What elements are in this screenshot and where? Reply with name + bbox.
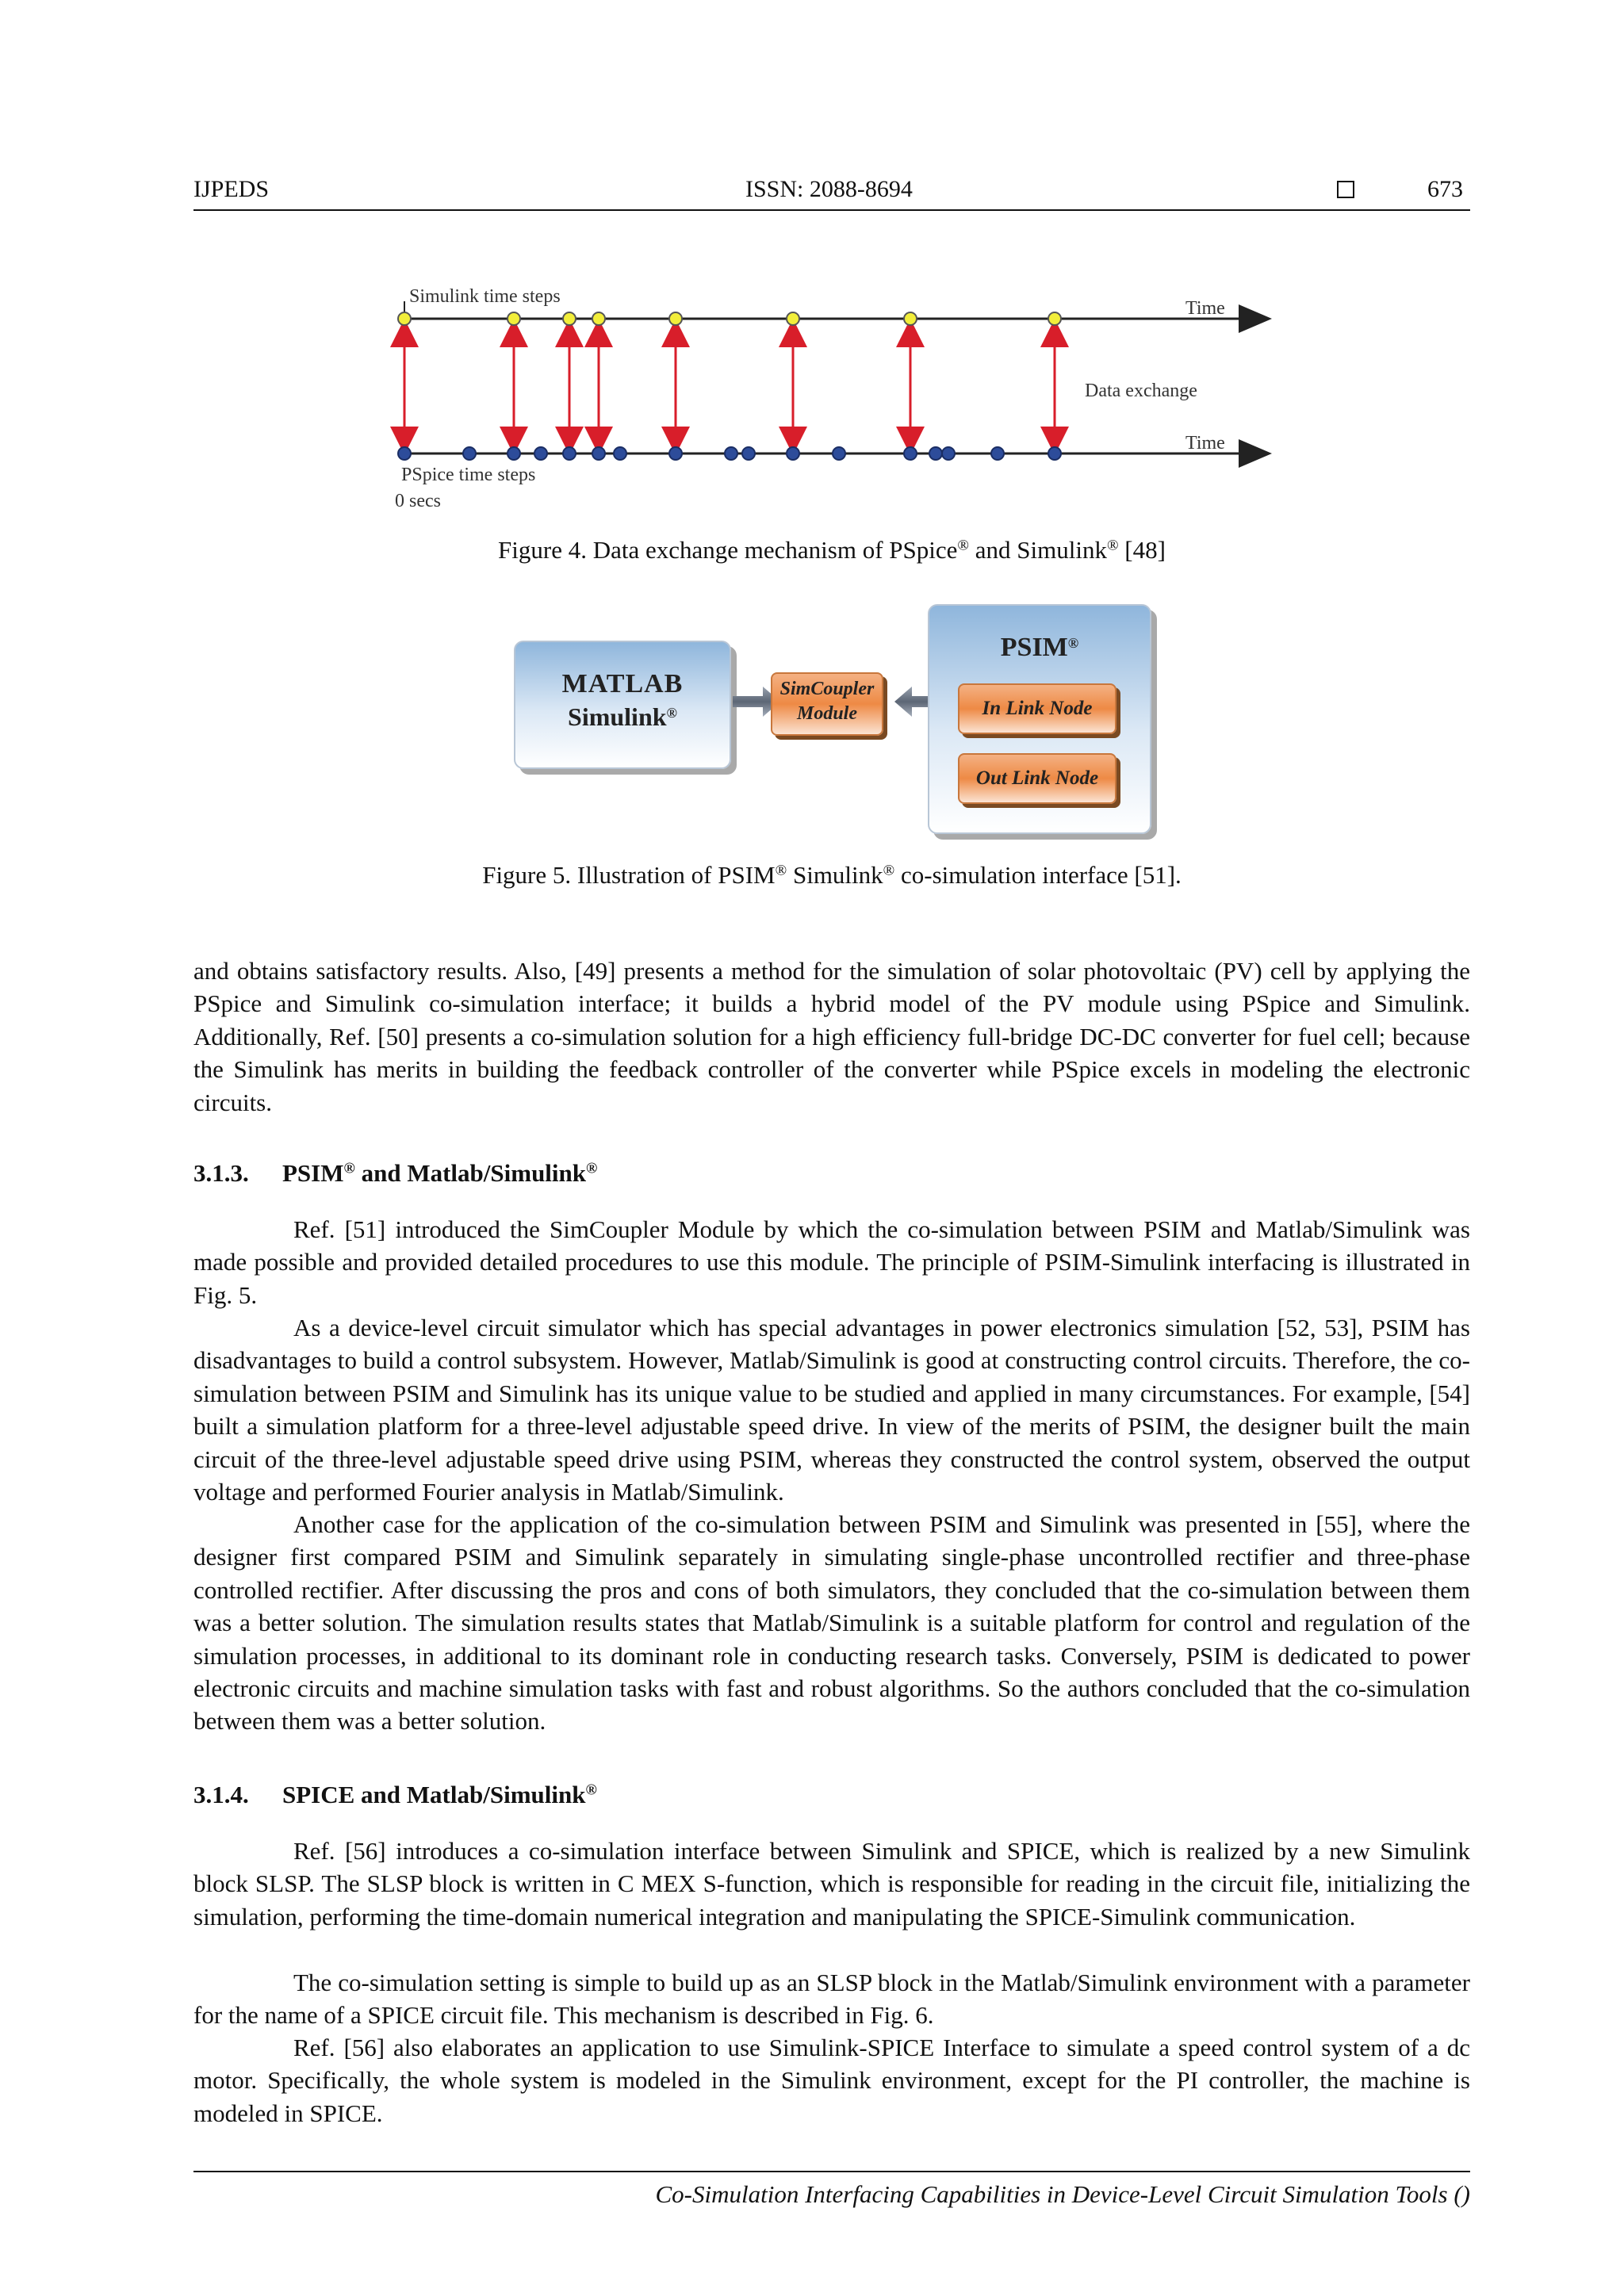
pspice-step [614,447,626,460]
page-number: 673 [1427,176,1463,202]
pspice-step [463,447,476,460]
pspice-step [942,447,955,460]
section-heading-3-1-3: 3.1.3. PSIM® and Matlab/Simulink® [193,1159,598,1187]
time-label-bottom: Time [1185,433,1225,453]
paragraph: As a device-level circuit simulator which has special advantages in power electronics simulation [52, 53], PSIM has disadvantages to build a control subsystem. However, Matlab/Simulink is good at constructing control circuits. Therefore, the co-simulation between PSIM and Simulink has its unique value to be studied and applied in many circumstances. For example, [54] built a simulation platform for a three-level adjustable speed drive. In view of the merits of PSIM, the designer built the main circuit of the three-level adjustable speed drive using PSIM, whereas they constructed the control system, observed the output voltage and performed Fourier analysis in Matlab/Simulink. [193,1314,1470,1506]
section-heading-3-1-4: 3.1.4. SPICE and Matlab/Simulink® [193,1781,597,1808]
simulink-step [904,312,917,325]
simulink-step [563,312,576,325]
simulink-step [1048,312,1061,325]
simulink-step [669,312,682,325]
pspice-step [508,447,520,460]
pspice-step [592,447,605,460]
footer-rule [193,2171,1470,2172]
pspice-step [669,447,682,460]
pspice-step [833,447,845,460]
footer-title: Co-Simulation Interfacing Capabilities in Device-Level Circuit Simulation Tools () [655,2180,1470,2208]
header-box-icon [1337,176,1354,203]
data-exchange-label: Data exchange [1085,381,1197,401]
pspice-step [725,447,737,460]
out-link-node-box: Out Link Node [958,753,1116,804]
pspice-step [904,447,917,460]
simulink-step [398,312,411,325]
pspice-step [929,447,942,460]
paragraph: Another case for the application of the co-simulation between PSIM and Simulink was presented in [55], where the designer first compared PSIM and Simulink separately in simulating single-phase uncontrolled rectifier and three-phase controlled rectifier. After discussing the pros and cons of both simulators, they concluded that the co-simulation between them was a better solution. The simulation results states that Matlab/Simulink is a suitable platform for control and regulation of the simulation processes, in additional to its dominant role in conducting research tasks. Conversely, PSIM is dedicated to power electronic circuits and machine simulation tasks with fast and robust algorithms. So the authors concluded that the co-simulation between them was a better solution. [193,1510,1470,1735]
paragraph: The co-simulation setting is simple to build up as an SLSP block in the Matlab/Simulink environment with a parameter for the name of a SPICE circuit file. This mechanism is described in Fig. 6. [193,1969,1470,2030]
matlab-simulink-box: MATLAB Simulink® [514,641,731,769]
pspice-step [1048,447,1061,460]
psim-box: PSIM® [928,604,1151,834]
pspice-step [991,447,1004,460]
simulink-step [592,312,605,325]
pspice-step [534,447,547,460]
simcoupler-module-box: SimCoupler Module [771,672,883,736]
pspice-steps-label: PSpice time steps [401,465,536,485]
simulink-steps-label: Simulink time steps [409,286,561,307]
pspice-step [787,447,799,460]
paragraph: Ref. [56] also elaborates an application to use Simulink-SPICE Interface to simulate a speed control system of a dc motor. Specifically, the whole system is modeled in the Simulink environment, except for the PI controller, the machine is modeled in SPICE. [193,2034,1470,2127]
pspice-step [742,447,755,460]
paragraph: Ref. [56] introduces a co-simulation interface between Simulink and SPICE, which is realized by a new Simulink block SLSP. The SLSP block is written in C MEX S-function, which is responsible for reading in the circuit file, initializing the simulation, performing the time-domain numerical integration and manipulating the SPICE-Simulink communication. [193,1837,1470,1931]
paragraph: Ref. [51] introduced the SimCoupler Module by which the co-simulation between PSIM and Matlab/Simulink was made possible and provided detailed procedures to use this module. The principle of PSIM-Simulink interfacing is illustrated in Fig. 5. [193,1215,1470,1309]
time-label-top: Time [1185,298,1225,319]
simulink-step [787,312,799,325]
paragraph: and obtains satisfactory results. Also, [49] presents a method for the simulation of solar photovoltaic (PV) cell by applying the PSpice and Simulink co-simulation interface; it builds a hybrid model of the PV module using PSpice and Simulink. Additionally, Ref. [50] presents a co-simulation solution for a high efficiency full-bridge DC-DC converter for fuel cell; because the Simulink has merits in building the feedback controller of the converter while PSpice excels in modeling the electronic circuits. [193,957,1470,1116]
journal-name: IJPEDS [193,176,270,202]
simulink-step [508,312,520,325]
pspice-step [563,447,576,460]
in-link-node-box: In Link Node [958,683,1116,734]
pspice-step [398,447,411,460]
issn: ISSN: 2088-8694 [745,176,913,202]
zero-secs-label: 0 secs [395,491,441,511]
header-rule [193,209,1470,211]
figure-4-caption: Figure 4. Data exchange mechanism of PSpice® and Simulink® [48] [498,536,1166,564]
figure-5-caption: Figure 5. Illustration of PSIM® Simulink® co-simulation interface [51]. [482,861,1182,889]
figure-4-diagram [381,277,1285,515]
